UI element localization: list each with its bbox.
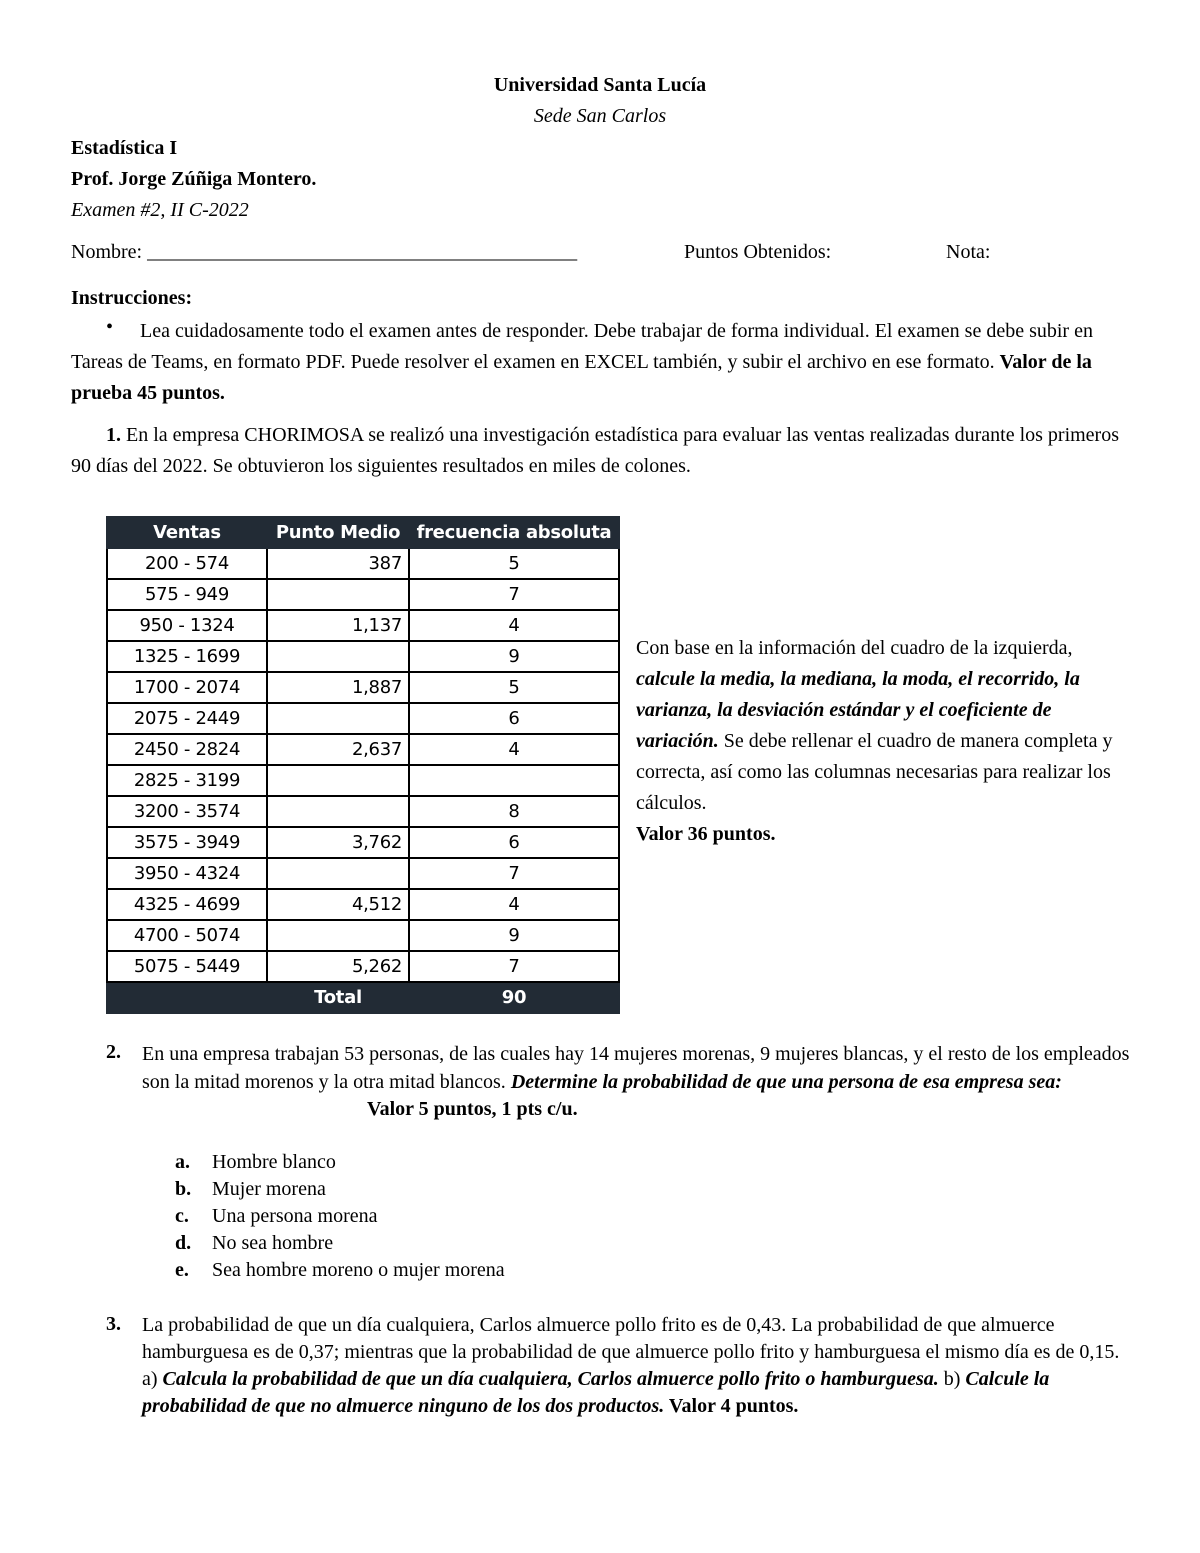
q2-text: En una empresa trabajan 53 personas, de las cuales hay 14 mujeres morenas, 9 mujeres blancas, y el resto de los empleados son la mitad morenos y la otra mitad blancos. (142, 1043, 1130, 1093)
instructions-title: Instrucciones: (71, 287, 193, 309)
ventas-cell: 2450 - 2824 (107, 734, 267, 765)
item-letter: c. (175, 1205, 189, 1227)
table-row (107, 672, 619, 703)
frecuencia-cell: 5 (409, 548, 619, 579)
punto-medio-cell: 5,262 (267, 951, 409, 982)
name-field-label: Nombre: ___________________________________________ (71, 241, 578, 263)
total-value: 90 (409, 982, 619, 1013)
ventas-cell: 950 - 1324 (107, 610, 267, 641)
col-header-ventas: Ventas (107, 517, 267, 548)
question-2 (142, 1041, 1132, 1124)
q3-task-b: Calcule la probabilidad de que no almuerce ninguno de los dos productos. (142, 1368, 1050, 1417)
question-1 (71, 420, 1131, 482)
q1-instructions (636, 633, 1136, 850)
frecuencia-cell: 6 (409, 827, 619, 858)
list-item (175, 1257, 505, 1284)
ventas-cell: 1325 - 1699 (107, 641, 267, 672)
q3-number: 3. (106, 1313, 121, 1335)
frecuencia-cell: 4 (409, 734, 619, 765)
table-row (107, 610, 619, 641)
frecuencia-cell: 8 (409, 796, 619, 827)
professor-name: Prof. Jorge Zúñiga Montero. (71, 168, 317, 190)
total-empty (107, 982, 267, 1013)
list-item (175, 1176, 505, 1203)
frecuencia-cell: 9 (409, 641, 619, 672)
table-row (107, 858, 619, 889)
grade-label: Nota: (946, 241, 991, 263)
punto-medio-cell (267, 703, 409, 734)
exam-value: Valor de la prueba 45 puntos. (71, 351, 1092, 404)
frecuencia-cell: 4 (409, 889, 619, 920)
table-total-row (107, 982, 619, 1013)
punto-medio-cell: 3,762 (267, 827, 409, 858)
frecuencia-cell: 7 (409, 579, 619, 610)
col-header-frecuencia: frecuencia absoluta (409, 517, 619, 548)
table-row (107, 920, 619, 951)
q1-text: En la empresa CHORIMOSA se realizó una investigación estadística para evaluar las ventas realizadas durante los primeros 90 días del 2022. Se obtuvieron los siguientes resultados en miles de colones. (71, 424, 1119, 477)
q2-task: Determine la probabilidad de que una persona de esa empresa sea: (510, 1070, 1062, 1093)
university-name: Universidad Santa Lucía (493, 74, 707, 96)
table-row (107, 548, 619, 579)
ventas-cell: 200 - 574 (107, 548, 267, 579)
item-text: Hombre blanco (212, 1151, 336, 1173)
list-item (175, 1230, 505, 1257)
q3-part-b-label: b) (938, 1368, 966, 1390)
ventas-cell: 1700 - 2074 (107, 672, 267, 703)
frecuencia-cell: 7 (409, 858, 619, 889)
frecuencia-cell: 6 (409, 703, 619, 734)
table-row (107, 734, 619, 765)
col-header-punto-medio: Punto Medio (267, 517, 409, 548)
list-item (175, 1149, 505, 1176)
table-row (107, 765, 619, 796)
ventas-cell: 3200 - 3574 (107, 796, 267, 827)
ventas-cell: 3575 - 3949 (107, 827, 267, 858)
punto-medio-cell (267, 858, 409, 889)
ventas-cell: 2075 - 2449 (107, 703, 267, 734)
sales-frequency-table (106, 516, 620, 1014)
punto-medio-cell: 1,887 (267, 672, 409, 703)
table-row (107, 796, 619, 827)
course-title: Estadística I (71, 137, 178, 159)
item-letter: d. (175, 1232, 192, 1254)
item-letter: a. (175, 1151, 190, 1173)
item-text: Mujer morena (212, 1178, 326, 1200)
punto-medio-cell: 1,137 (267, 610, 409, 641)
item-text: Sea hombre moreno o mujer morena (212, 1259, 505, 1281)
q1-number: 1. (106, 424, 121, 446)
q1-side-note: Se debe rellenar el cuadro de manera completa y correcta, así como las columnas necesarias para realizar los cálculos. (636, 730, 1113, 814)
punto-medio-cell (267, 920, 409, 951)
item-letter: e. (175, 1259, 189, 1281)
ventas-cell: 3950 - 4324 (107, 858, 267, 889)
q2-options-list (175, 1149, 505, 1284)
campus-name: Sede San Carlos (533, 105, 667, 127)
total-label: Total (267, 982, 409, 1013)
q2-value: Valor 5 puntos, 1 pts c/u. (367, 1098, 578, 1120)
q3-value: Valor 4 puntos. (664, 1395, 799, 1417)
ventas-cell: 2825 - 3199 (107, 765, 267, 796)
instructions-body: Lea cuidadosamente todo el examen antes de responder. Debe trabajar de forma individual. El examen se debe subir en Tareas de Teams, en formato PDF. Puede resolver el examen en EXCEL también, y subir el archivo en ese formato. (71, 320, 1093, 373)
table-row (107, 827, 619, 858)
frecuencia-cell: 5 (409, 672, 619, 703)
q1-task: calcule la media, la mediana, la moda, el recorrido, la varianza, la desviación estándar y el coeficiente de variación. (636, 668, 1080, 752)
punto-medio-cell: 387 (267, 548, 409, 579)
ventas-cell: 4700 - 5074 (107, 920, 267, 951)
table-row (107, 951, 619, 982)
frecuencia-cell: 9 (409, 920, 619, 951)
q3-task-a: Calcula la probabilidad de que un día cualquiera, Carlos almuerce pollo frito o hamburguesa. (162, 1368, 939, 1390)
frecuencia-cell: 4 (409, 610, 619, 641)
instructions-text (71, 316, 1131, 409)
q1-side-intro: Con base en la información del cuadro de la izquierda, (636, 637, 1073, 659)
table-row (107, 889, 619, 920)
punto-medio-cell: 4,512 (267, 889, 409, 920)
bullet-icon: • (106, 316, 114, 338)
ventas-cell: 5075 - 5449 (107, 951, 267, 982)
table-row (107, 641, 619, 672)
q3-text: La probabilidad de que un día cualquiera, Carlos almuerce pollo frito es de 0,43. La probabilidad de que almuerce hamburguesa es de 0,37; mientras que la probabilidad de que almuerce pollo frito y hamburguesa el mismo día es de 0,15. a) (142, 1314, 1120, 1390)
ventas-cell: 4325 - 4699 (107, 889, 267, 920)
q2-number: 2. (106, 1041, 121, 1063)
exam-title: Examen #2, II C-2022 (71, 199, 249, 221)
table-row (107, 579, 619, 610)
points-label: Puntos Obtenidos: (684, 241, 832, 263)
question-3 (142, 1312, 1132, 1420)
punto-medio-cell (267, 579, 409, 610)
punto-medio-cell (267, 796, 409, 827)
q1-value: Valor 36 puntos. (636, 823, 776, 845)
list-item (175, 1203, 505, 1230)
item-letter: b. (175, 1178, 192, 1200)
item-text: No sea hombre (212, 1232, 334, 1254)
ventas-cell: 575 - 949 (107, 579, 267, 610)
table-row (107, 703, 619, 734)
frecuencia-cell: 7 (409, 951, 619, 982)
item-text: Una persona morena (212, 1205, 378, 1227)
punto-medio-cell (267, 641, 409, 672)
punto-medio-cell: 2,637 (267, 734, 409, 765)
punto-medio-cell (267, 765, 409, 796)
frecuencia-cell (409, 765, 619, 796)
